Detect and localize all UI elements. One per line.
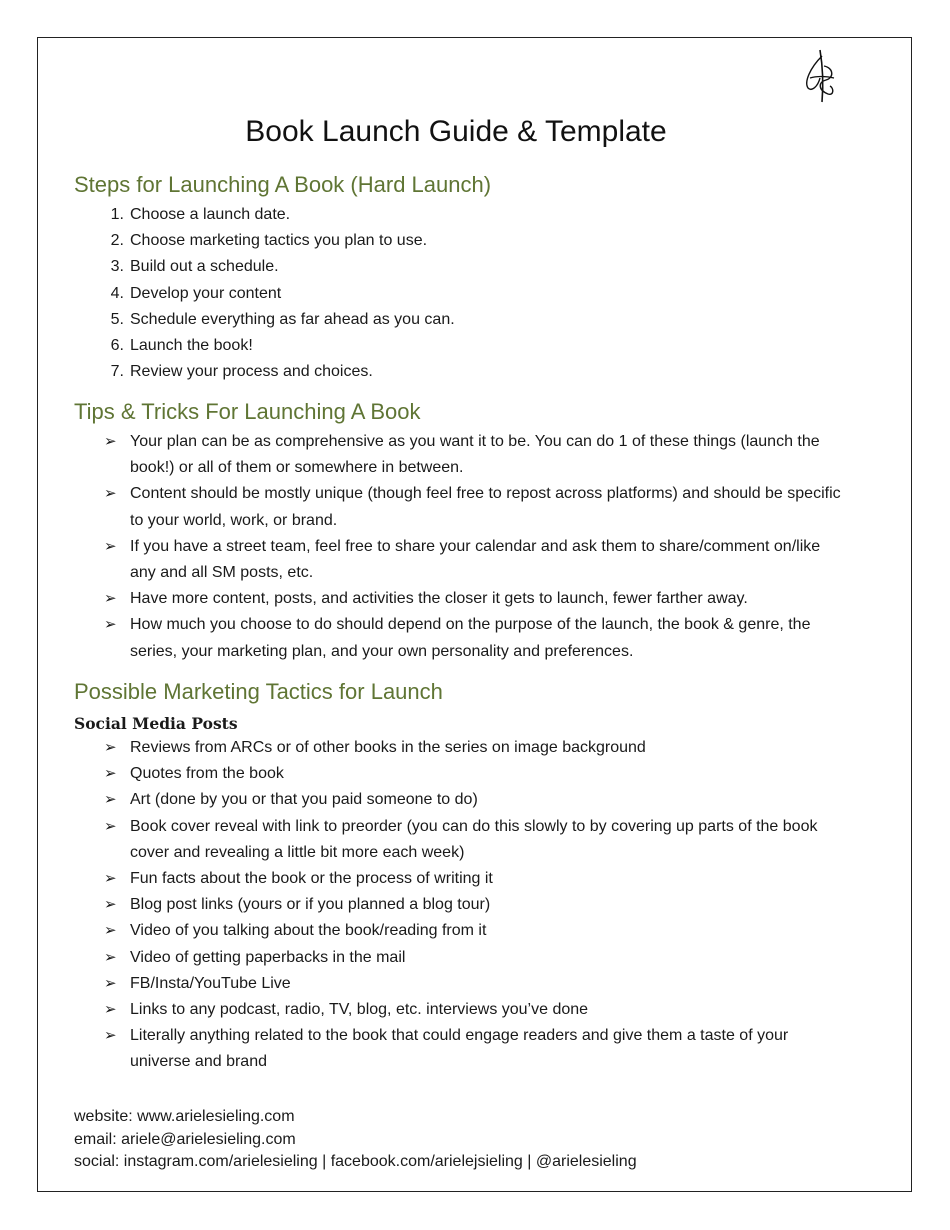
list-item: ➢ FB/Insta/YouTube Live [74, 971, 844, 997]
list-item: ➢ Quotes from the book [74, 761, 844, 787]
list-item: ➢ Literally anything related to the book that could engage readers and give them a taste of your universe and brand [74, 1023, 844, 1075]
arrow-bullet-icon: ➢ [104, 485, 117, 503]
list-item: 6. Launch the book! [110, 337, 253, 355]
list-item: ➢ Video of you talking about the book/reading from it [74, 918, 844, 944]
list-item: 4. Develop your content [110, 284, 282, 302]
arrow-bullet-icon: ➢ [104, 817, 117, 835]
list-item: ➢ If you have a street team, feel free to share your calendar and ask them to share/comment on/like any and all SM posts, etc. [74, 534, 844, 586]
list-item: ➢ Blog post links (yours or if you planned a blog tour) [74, 892, 844, 918]
list-item: ➢ Reviews from ARCs or of other books in the series on image background [74, 735, 844, 761]
list-item: ➢ Video of getting paperbacks in the mail [74, 945, 844, 971]
list-item: 2. Choose marketing tactics you plan to use. [110, 232, 428, 250]
list-item: 1. Choose a launch date. [110, 206, 291, 223]
email-line[interactable]: email: ariele@arielesieling.com [74, 1130, 296, 1148]
tips-heading: Tips & Tricks For Launching A Book [74, 399, 421, 424]
list-item: ➢ Your plan can be as comprehensive as you want it to be. You can do 1 of these things (launch the book!) or all of them or somewhere in between. [74, 429, 844, 481]
arrow-bullet-icon: ➢ [104, 739, 117, 756]
arrow-bullet-icon: ➢ [104, 896, 117, 914]
arrow-bullet-icon: ➢ [104, 1001, 117, 1019]
steps-heading: Steps for Launching A Book (Hard Launch) [74, 172, 492, 197]
tactics-list [74, 735, 844, 1076]
tips-list [74, 429, 844, 665]
arrow-bullet-icon: ➢ [104, 791, 117, 809]
list-item: ➢ Art (done by you or that you paid someone to do) [74, 787, 844, 813]
arrow-bullet-icon: ➢ [104, 616, 117, 634]
contact-footer [74, 1106, 637, 1174]
document-title: Book Launch Guide & Template [245, 115, 667, 148]
list-item: ➢ Links to any podcast, radio, TV, blog, etc. interviews you’ve done [74, 997, 844, 1023]
arrow-bullet-icon: ➢ [104, 974, 117, 992]
tactics-heading: Possible Marketing Tactics for Launch [74, 679, 443, 704]
social-line[interactable]: social: instagram.com/arielesieling | facebook.com/arielejsieling | @arielesieling [74, 1153, 637, 1170]
arrow-bullet-icon: ➢ [104, 870, 117, 888]
list-item: ➢ Book cover reveal with link to preorder (you can do this slowly to by covering up parts of the book cover and revealing a little bit more each week) [74, 814, 844, 866]
list-item: 7. Review your process and choices. [110, 363, 373, 381]
website-line[interactable]: website: www.arielesieling.com [74, 1108, 295, 1125]
list-item: ➢ Have more content, posts, and activities the closer it gets to launch, fewer farther away. [74, 586, 844, 612]
social-media-subheading: Social Media Posts [74, 714, 238, 733]
arrow-bullet-icon: ➢ [104, 537, 117, 555]
arrow-bullet-icon: ➢ [104, 948, 117, 966]
arrow-bullet-icon: ➢ [104, 590, 117, 608]
arrow-bullet-icon: ➢ [104, 922, 117, 940]
steps-list [74, 202, 844, 385]
list-item: 3. Build out a schedule. [110, 258, 279, 276]
arrow-bullet-icon: ➢ [104, 1027, 117, 1045]
list-item: ➢ Content should be mostly unique (though feel free to repost across platforms) and should be specific to your world, work, or brand. [74, 481, 844, 533]
arrow-bullet-icon: ➢ [104, 765, 117, 783]
list-item: 5. Schedule everything as far ahead as you can. [110, 310, 455, 328]
list-item: ➢ Fun facts about the book or the process of writing it [74, 866, 844, 892]
list-item: ➢ How much you choose to do should depend on the purpose of the launch, the book & genre, the series, your marketing plan, and your own personality and preferences. [74, 612, 844, 664]
author-monogram-logo [800, 48, 840, 104]
arrow-bullet-icon: ➢ [104, 433, 117, 450]
